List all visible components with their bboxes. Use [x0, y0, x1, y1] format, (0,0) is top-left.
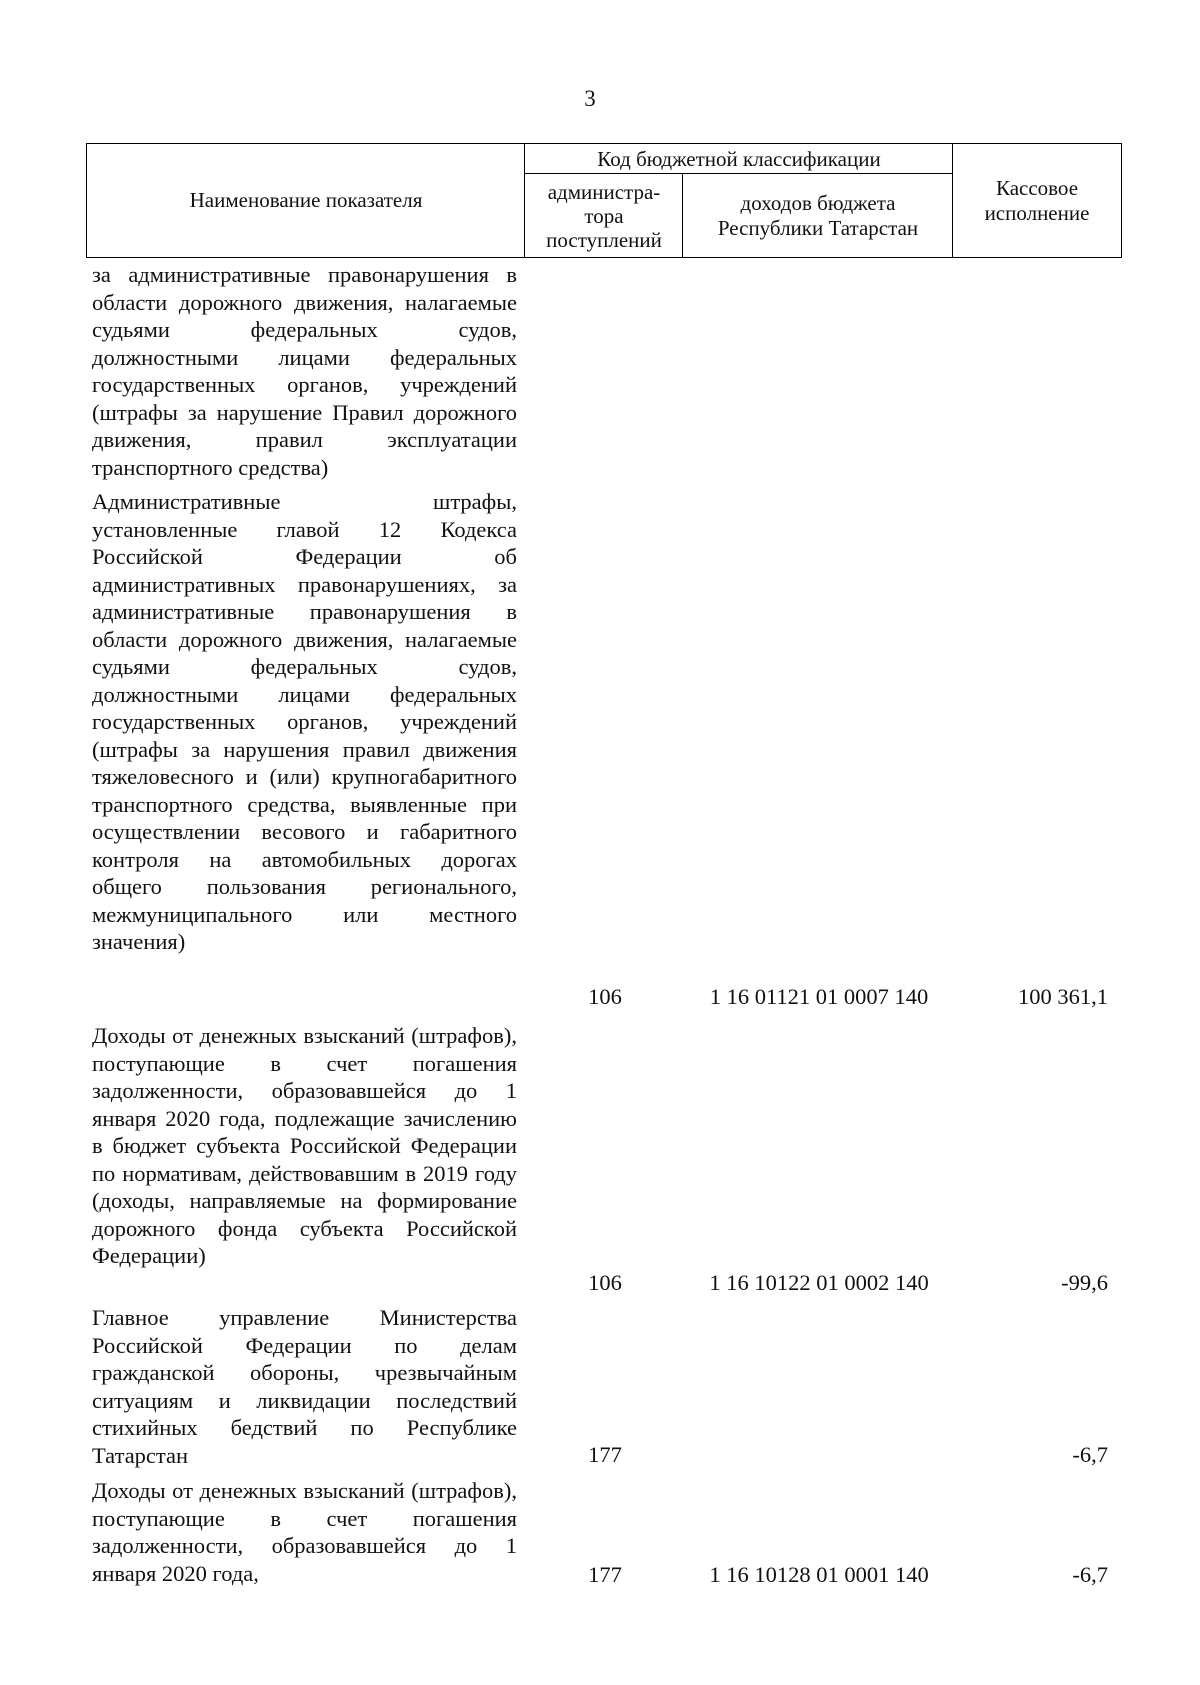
row-admin-code: 106	[588, 984, 622, 1009]
row-admin-code: 106	[588, 1270, 622, 1295]
header-execution-column	[952, 143, 1122, 258]
table-row	[0, 1022, 1200, 1302]
header-execution-label: Кассовое исполнение	[984, 175, 1090, 225]
row-description: Главное управление Министерства Российской Федерации по делам гражданской обороны, чрезвычайным ситуациям и ликвидации последствий стихийных бедствий по Республике Татарстан	[92, 1305, 517, 1468]
header-administrator-column	[524, 173, 684, 258]
header-budget-code-label: Код бюджетной классификации	[597, 146, 881, 171]
page-number: 3	[584, 86, 596, 111]
table-row	[0, 1304, 1200, 1474]
row-description: Доходы от денежных взысканий (штрафов), поступающие в счет погашения задолженности, образовавшейся до 1 января 2020 года, подлежащие зачислению в бюджет субъекта Российской Федерации по нормативам, действовавшим в 2019 году (доходы, направляемые на формирование дорожного фонда субъекта Российской Федерации)	[92, 1023, 517, 1268]
row-description: Доходы от денежных взысканий (штрафов), поступающие в счет погашения задолженности, образовавшейся до 1 января 2020 года,	[92, 1478, 517, 1586]
header-budget-code-group	[524, 143, 954, 175]
row-description: за административные правонарушения в области дорожного движения, налагаемые судьями федеральных судов, должностными лицами федеральных государственных органов, учреждений (штрафы за нарушение Правил дорожного движения, правил эксплуатации транспортного средства)	[92, 262, 517, 480]
table-row	[0, 261, 1200, 481]
row-amount: -6,7	[1072, 1562, 1108, 1587]
row-description: Административные штрафы, установленные главой 12 Кодекса Российской Федерации об административных правонарушениях, за административные правонарушения в области дорожного движения, налагаемые судьями федеральных судов, должностными лицами федеральных государственных органов, учреждений (штрафы за нарушения правил движения тяжеловесного и (или) крупногабаритного транспортного средства, выявленные при осуществлении весового и габаритного контроля на автомобильных дорогах общего пользования регионального, межмуниципального или местного значения)	[92, 489, 517, 954]
row-revenue-code: 1 16 01121 01 0007 140	[709, 984, 929, 1009]
header-revenue-code-column	[682, 173, 954, 258]
table-row	[0, 488, 1200, 1018]
header-name-label: Наименование показателя	[189, 188, 423, 212]
row-amount: -99,6	[1061, 1270, 1108, 1295]
row-admin-code: 177	[588, 1442, 622, 1467]
row-revenue-code: 1 16 10122 01 0002 140	[709, 1270, 929, 1295]
row-admin-code: 177	[588, 1562, 622, 1587]
table-row	[0, 1477, 1200, 1597]
header-name-column	[86, 143, 526, 258]
row-revenue-code: 1 16 10128 01 0001 140	[709, 1562, 929, 1587]
row-amount: -6,7	[1072, 1442, 1108, 1467]
header-revenue-code-label: доходов бюджета Республики Татарстан	[717, 190, 919, 240]
row-amount: 100 361,1	[1018, 984, 1108, 1009]
header-administrator-label: администра- тора поступлений	[546, 179, 662, 252]
